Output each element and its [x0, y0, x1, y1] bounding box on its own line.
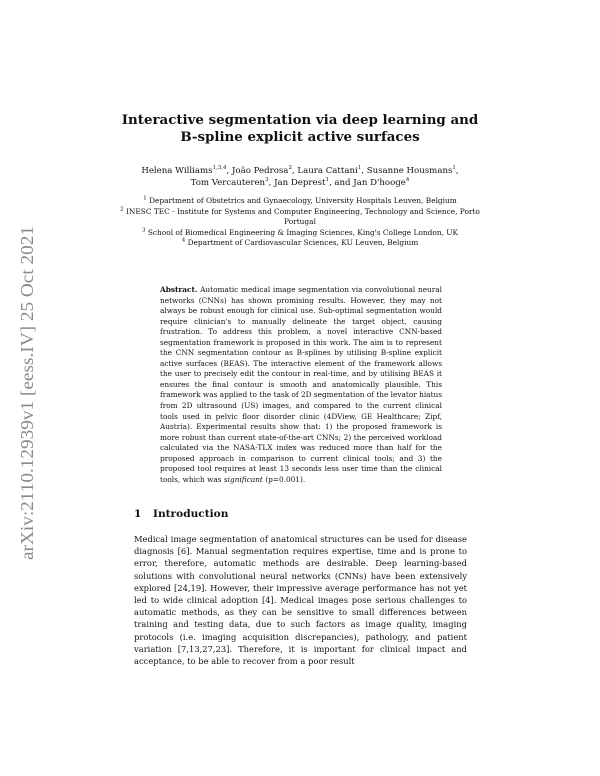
author-name: Jan Deprest [274, 178, 326, 188]
abstract-emphasis: significant [223, 474, 263, 484]
arxiv-stamp [8, 222, 44, 562]
affiliation [120, 207, 480, 228]
author-separator: , and [328, 178, 354, 188]
affiliation-text: INESC TEC - Institute for Systems and Computer Engineering, Technology and Science, Porto Portugal [125, 206, 480, 227]
author-name: João Pedrosa [231, 166, 289, 176]
affiliation [120, 196, 480, 207]
author-affil-mark: 1 [325, 177, 329, 184]
author-separator: , [291, 166, 298, 176]
author-affil-mark: 4 [405, 177, 410, 184]
author-name: Laura Cattani [297, 166, 358, 176]
affiliation-number: 4 [181, 237, 186, 244]
author-separator: , [226, 166, 232, 176]
author-name: Helena Williams [141, 166, 213, 176]
intro-paragraph: Medical image segmentation of anatomical structures can be used for disease diagnosis [6]. Manual segmentation requires expertise, time and is prone to error, therefore, automatic methods are desirable. Deep learning-based solutions with convolutional neural networks (CNNs) have been extensively explored [24,19]. However, their impressive average performance has not yet led to wide clinical adoption [4]. Medical images pose serious challenges to automatic methods, as they can be sensitive to small differences between training and testing data, due to such factors as image quality, imaging protocols (i.e. imaging acquisition discrepancies), pathology, and patient variation [7,13,27,23]. Therefore, it is important for clinical impact and acceptance, to be able to recover from a poor result [134, 534, 467, 667]
paper-title [120, 112, 480, 146]
authors-line-1 [125, 165, 475, 177]
affiliation-number: 3 [141, 227, 146, 234]
author-name: Tom Vercauteren [190, 178, 266, 188]
title-line-2: B-spline explicit active surfaces [180, 129, 420, 145]
affiliation [120, 228, 480, 239]
affiliation-list [120, 196, 480, 249]
abstract-label: Abstract. [160, 285, 198, 294]
affiliation-number: 1 [143, 195, 147, 202]
affiliation-text: Department of Obstetrics and Gynaecology, University Hospitals Leuven, Belgium [149, 196, 457, 205]
arxiv-stamp-text: arXiv:2110.12939v1 [eess.IV] 25 Oct 2021 [17, 244, 37, 560]
arxiv-stamp-svg [8, 222, 44, 562]
section-heading [134, 508, 228, 520]
author-list [125, 165, 475, 189]
title-line-1: Interactive segmentation via deep learning and [121, 112, 479, 128]
author-name: Jan D'hooge [353, 178, 406, 188]
author-affil-mark: 3 [265, 177, 269, 184]
abstract-text-end: (p=0.001). [265, 474, 306, 484]
affiliation-text: Department of Cardiovascular Sciences, KU Leuven, Belgium [187, 238, 419, 248]
abstract [160, 285, 442, 485]
author-affil-mark: 1 [452, 165, 456, 172]
author-separator: , [361, 166, 367, 176]
author-separator: , [455, 166, 459, 176]
author-affil-mark: 1,3,4 [212, 165, 227, 172]
affiliation [120, 238, 480, 249]
author-affil-mark: 1 [357, 165, 362, 172]
authors-line-2 [125, 177, 475, 189]
abstract-text: Automatic medical image segmentation via convolutional neural networks (CNNs) has shown promising results. However, they may not always be robust enough for clinical use. Sub-optimal segmentation would require clinician's to manually delineate the target object, causing frustration. To address this problem, a novel interactive CNN-based segmentation framework is proposed in this work. The aim is to represent the CNN segmentation contour as B-splines by utilising B-spline explicit active surfaces (BEAS). The interactive element of the framework allows the user to precisely edit the contour in real-time, and by utilising BEAS it ensures the final contour is smooth and anatomically plausible. This framework was applied to the task of 2D segmentation of the levator hiatus from 2D ultrasound (US) images, and compared to the current clinical tools used in pelvic floor disorder clinic (4DView, GE Healthcare; Zipf, Austria). Experimental results show that: 1) the proposed framework is more robust than current state-of-the-art CNNs; 2) the perceived workload calculated via the NASA-TLX index was reduced more than half for the proposed approach in comparison to current clinical tools; and 3) the proposed tool requires at least 13 seconds less user time than the clinical tools, which was [160, 285, 443, 484]
section-number: 1 [134, 508, 142, 520]
affiliation-text: School of Biomedical Engineering & Imaging Sciences, King's College London, UK [147, 227, 459, 237]
author-affil-mark: 2 [288, 165, 292, 172]
affiliation-number: 2 [120, 206, 124, 213]
author-separator: , [268, 178, 275, 188]
section-title: Introduction [153, 508, 229, 520]
author-name: Susanne Housmans [366, 166, 453, 176]
